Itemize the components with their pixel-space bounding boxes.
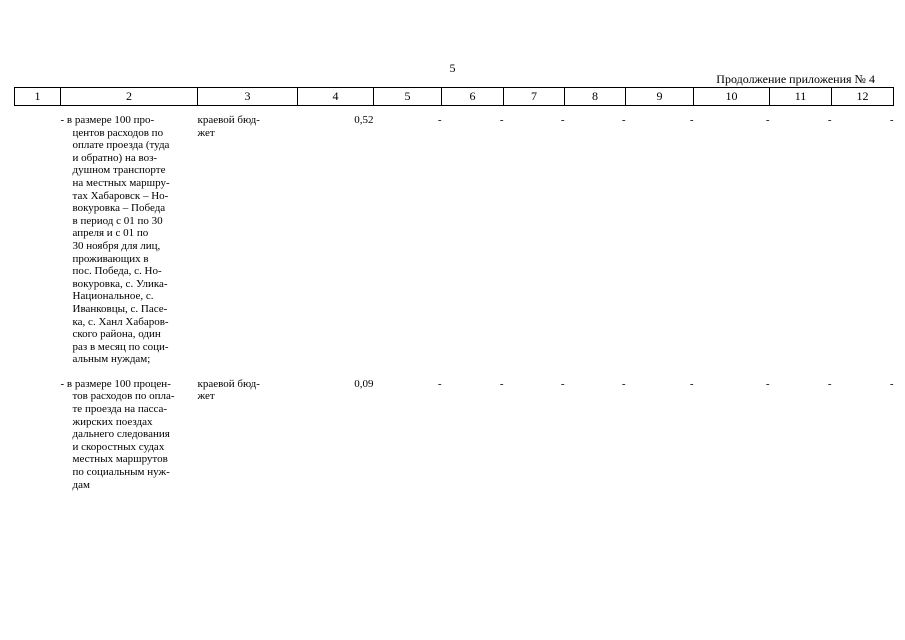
column-header: 11 [770, 88, 832, 106]
row-dash: - [689, 114, 694, 126]
column-header: 3 [198, 88, 298, 106]
page-number: 5 [449, 61, 456, 75]
description-line: и обратно) на воз- [72, 151, 158, 164]
column-header: 7 [504, 88, 565, 106]
column-header: 10 [694, 88, 770, 106]
description-line: ского района, один [72, 328, 161, 341]
continuation-label: Продолжение приложения № 4 [716, 72, 875, 86]
description-line: ка, с. Ханл Хабаров- [72, 315, 169, 328]
row-dash: - [621, 114, 626, 126]
description-line: проживающих в [72, 252, 149, 265]
description-line: тах Хабаровск – Но- [72, 189, 169, 202]
budget-line: краевой бюд- [197, 377, 260, 390]
row-dash: - [621, 377, 626, 390]
description-line: - в размере 100 про- [60, 114, 155, 126]
column-header: 1 [15, 88, 61, 106]
header-row [15, 88, 894, 106]
row-dash: - [827, 377, 832, 390]
description-line: и скоростных судах [72, 440, 165, 453]
description-line: раз в месяц по соци- [72, 340, 169, 353]
description-line: 30 ноября для лиц, [72, 239, 161, 252]
row-dash: - [689, 377, 694, 390]
row-dash: - [437, 377, 442, 390]
column-header: 6 [442, 88, 504, 106]
row-dash: - [889, 114, 894, 126]
table-row [15, 378, 894, 491]
row-budget [198, 378, 298, 491]
column-header: 8 [565, 88, 626, 106]
description-line: пос. Победа, с. Но- [72, 265, 162, 278]
appendix-table [14, 87, 894, 491]
description-line: оплате проезда (туда [72, 139, 170, 152]
column-header: 9 [626, 88, 694, 106]
column-header: 5 [374, 88, 442, 106]
description-line: в период с 01 по 30 [72, 214, 163, 227]
row-amount: 0,52 [354, 114, 374, 126]
description-line: душном транспорте [72, 164, 166, 177]
description-line: центов расходов по [72, 126, 164, 139]
budget-line: жет [197, 126, 215, 139]
description-line: дальнего следования [72, 428, 170, 441]
column-header: 2 [61, 88, 198, 106]
description-line: по социальным нуж- [72, 466, 170, 479]
description-line: - в размере 100 процен- [60, 377, 171, 390]
description-line: Национальное, с. [72, 290, 154, 303]
column-header: 4 [298, 88, 374, 106]
row-dash: - [889, 377, 894, 390]
row-dash: - [827, 114, 832, 126]
row-dash: - [560, 377, 565, 390]
column-header: 12 [832, 88, 894, 106]
description-line: Иванковцы, с. Пасе- [72, 302, 168, 315]
description-line: жирских поездах [72, 415, 153, 428]
row-amount: 0,09 [354, 377, 374, 390]
description-line: дам [72, 478, 90, 491]
row-description [61, 378, 198, 491]
row-dash: - [560, 114, 565, 126]
description-line: тов расходов по опла- [72, 390, 175, 403]
table-row [15, 114, 894, 366]
row-budget [198, 114, 298, 366]
description-line: те проезда на пасса- [72, 403, 168, 416]
description-line: на местных маршру- [72, 176, 170, 189]
row-dash: - [499, 114, 504, 126]
row-dash: - [765, 377, 770, 390]
row-description [61, 114, 198, 366]
row-dash: - [499, 377, 504, 390]
description-line: вокуровка – Победа [72, 202, 166, 215]
row-dash: - [437, 114, 442, 126]
description-line: альным нуждам; [72, 353, 151, 366]
description-line: местных маршрутов [72, 453, 168, 466]
description-line: апреля и с 01 по [72, 227, 149, 240]
row-dash: - [765, 114, 770, 126]
description-line: вокуровка, с. Улика- [72, 277, 168, 290]
budget-line: краевой бюд- [197, 114, 260, 126]
budget-line: жет [197, 390, 215, 403]
